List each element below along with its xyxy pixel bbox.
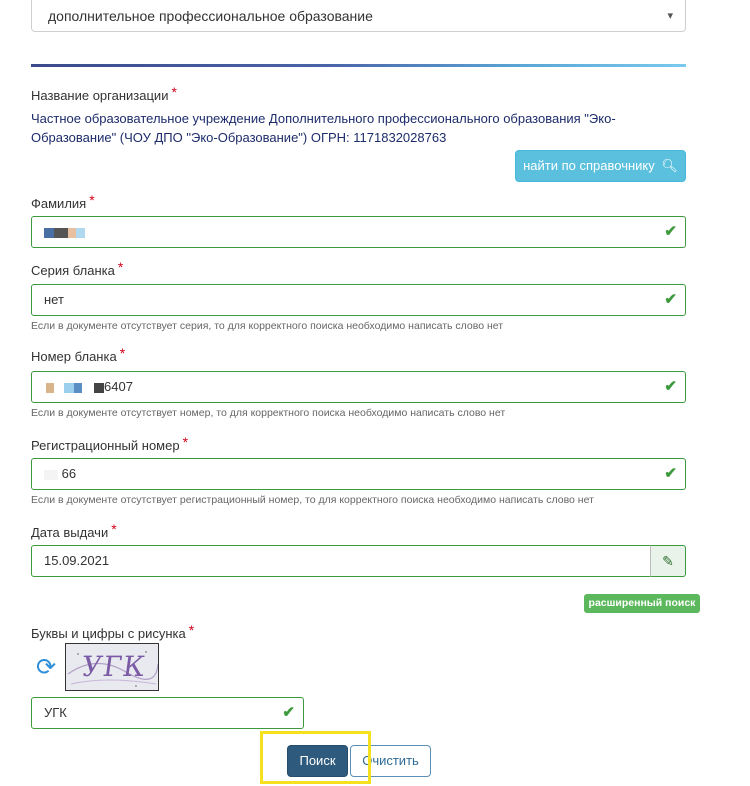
issue-date-value: 15.09.2021 — [44, 553, 110, 568]
blank-number-hint: Если в документе отсутствует номер, то для корректного поиска необходимо написать слово нет — [31, 407, 506, 419]
reg-number-label-text: Регистрационный номер — [31, 438, 180, 453]
surname-field[interactable] — [31, 216, 686, 248]
captcha-input[interactable] — [31, 697, 304, 729]
captcha-image-text: УГК — [79, 650, 148, 683]
required-mark: * — [117, 259, 124, 275]
blank-series-value: нет — [44, 292, 64, 307]
highlight-frame — [260, 731, 371, 784]
blank-number-value: 6407 — [104, 379, 133, 394]
required-mark: * — [89, 192, 95, 208]
search-icon: 🔍︎ — [661, 158, 678, 173]
reg-number-label — [31, 434, 189, 453]
required-mark: * — [171, 84, 177, 100]
blank-number-field[interactable] — [31, 371, 686, 403]
required-mark: * — [111, 521, 117, 537]
check-icon: ✔ — [664, 465, 677, 482]
required-mark: * — [188, 622, 195, 638]
captcha-label-text: Буквы и цифры с рисунка — [31, 626, 186, 641]
redacted-reg-number — [44, 466, 58, 481]
check-icon: ✔ — [664, 378, 677, 395]
issue-date-label — [31, 521, 117, 540]
education-type-value: дополнительное профессиональное образование — [48, 8, 373, 24]
calendar-icon: ✎ — [662, 553, 674, 569]
refresh-icon[interactable]: ⟳ — [35, 654, 57, 681]
check-icon: ✔ — [664, 223, 677, 240]
surname-label-text: Фамилия — [31, 196, 87, 211]
clear-button[interactable]: Очистить — [350, 745, 431, 777]
issue-date-field[interactable] — [31, 545, 651, 577]
redacted-surname — [44, 224, 85, 239]
reg-number-value: 66 — [61, 466, 77, 481]
check-icon: ✔ — [664, 291, 677, 308]
blank-number-label — [31, 345, 126, 364]
find-in-directory-label: найти по справочнику — [523, 158, 655, 173]
reg-number-field[interactable] — [31, 458, 686, 490]
search-button[interactable]: Поиск — [287, 745, 348, 777]
captcha-label — [31, 622, 195, 641]
issue-date-label-text: Дата выдачи — [31, 525, 109, 540]
organization-value: Частное образовательное учреждение Дополнительного профессионального образования "Эко-Образование" (ЧОУ ДПО "Эко-Образование") ОГРН: 1171832028763 — [31, 111, 616, 145]
organization-label-text: Название организации — [31, 88, 169, 103]
chevron-down-icon: ▾ — [667, 10, 673, 22]
required-mark: * — [119, 345, 126, 361]
advanced-search-button[interactable]: расширенный поиск — [584, 594, 700, 613]
organization-label — [31, 84, 177, 103]
redacted-blank-number — [44, 379, 104, 394]
calendar-button[interactable] — [650, 545, 686, 577]
blank-series-field[interactable] — [31, 284, 686, 316]
check-icon: ✔ — [282, 704, 295, 721]
reg-number-hint: Если в документе отсутствует регистрационный номер, то для корректного поиска необходимо написать слово нет — [31, 494, 594, 506]
section-divider — [31, 64, 686, 67]
required-mark: * — [182, 434, 189, 450]
blank-series-hint: Если в документе отсутствует серия, то для корректного поиска необходимо написать слово нет — [31, 320, 504, 332]
education-type-select[interactable] — [31, 0, 686, 32]
blank-number-label-text: Номер бланка — [31, 349, 117, 364]
surname-label — [31, 192, 95, 211]
blank-series-label-text: Серия бланка — [31, 263, 115, 278]
find-in-directory-button[interactable] — [515, 150, 686, 182]
captcha-image — [65, 643, 159, 691]
blank-series-label — [31, 259, 124, 278]
captcha-input-value: УГК — [44, 705, 67, 720]
